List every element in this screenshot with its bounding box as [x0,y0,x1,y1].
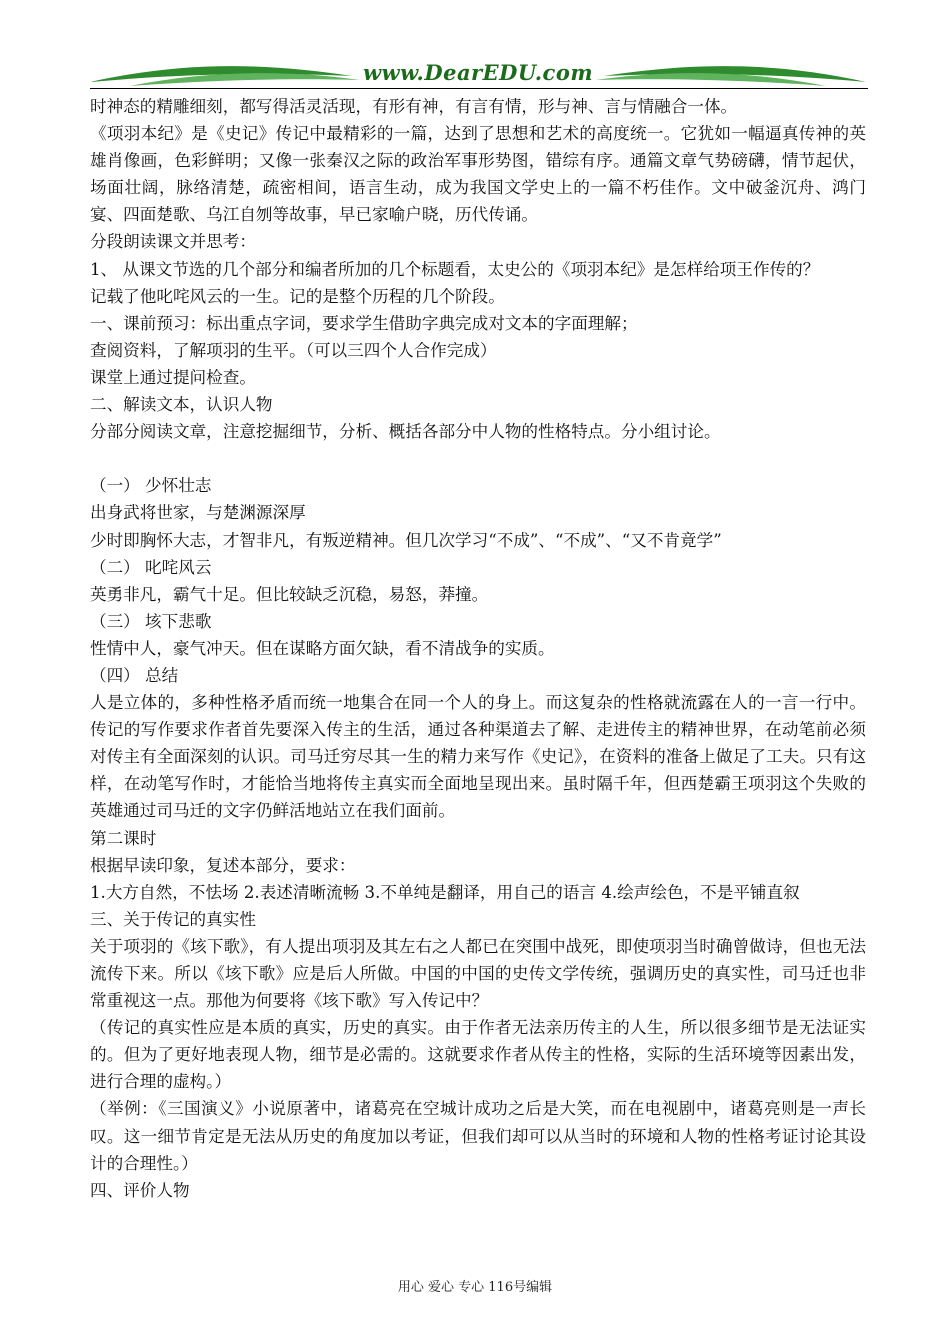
paragraph: 英勇非凡，霸气十足。但比较缺乏沉稳，易怒，莽撞。 [90,584,489,604]
paragraph: 时神态的精雕细刻，都写得活灵活现，有形有神，有言有情，形与神、言与情融合一体。 [90,97,738,116]
paragraph: 记载了他叱咤风云的一生。记的是整个历程的几个阶段。 [90,286,505,306]
page-footer: 用心 爱心 专心 116号编辑 [397,1280,553,1295]
paragraph: 查阅资料，了解项羽的生平。（可以三四个人合作完成） [90,340,497,360]
paragraph: 性情中人，豪气冲天。但在谋略方面欠缺，看不清战争的实质。 [90,638,555,658]
document-body [90,93,866,1204]
section-heading: 第二课时 [90,828,157,848]
paragraph: 1、 从课文节选的几个部分和编者所加的几个标题看，太史公的《项羽本纪》是怎样给项王作传的？ [90,259,820,279]
subsection-heading: （四） 总结 [90,665,179,685]
paragraph: 一、课前预习：标出重点字词，要求学生借助字典完成对文本的字面理解； [90,313,638,333]
paragraph: 关于项羽的《垓下歌》，有人提出项羽及其左右之人都已在突围中战死，即使项羽当时确曾做诗，但也无法流传下来。所以《垓下歌》应是后人所做。中国的中国的史传文学传统，强调历史的真实性，司马迁也非常重视这一点。那他为何要将《垓下歌》写入传记中？ [90,936,866,1011]
paragraph: 1.大方自然，不怯场 2.表述清晰流畅 3.不单纯是翻译，用自己的语言 4.绘声绘色，不是平铺直叙 [90,882,800,902]
site-name-logo: www.DearEDU.com [362,60,594,85]
paragraph: 分段朗读课文并思考： [90,232,256,252]
blank-line [90,445,866,472]
header-divider [90,88,868,89]
section-heading: 四、评价人物 [90,1180,190,1200]
section-heading: 二、解读文本，认识人物 [90,395,273,415]
section-heading: 三、关于传记的真实性 [90,909,256,929]
paragraph: 分部分阅读文章，注意挖掘细节，分析、概括各部分中人物的性格特点。分小组讨论。 [90,422,721,442]
subsection-heading: （二） 叱咤风云 [90,557,212,577]
paragraph: 《项羽本纪》是《史记》传记中最精彩的一篇，达到了思想和艺术的高度统一。它犹如一幅逼真传神的英雄肖像画，色彩鲜明；又像一张秦汉之际的政治军事形势图，错综有序。通篇文章气势磅礴，情节起伏，场面壮阔，脉络清楚，疏密相间，语言生动，成为我国文学史上的一篇不朽佳作。文中破釜沉舟、鸿门宴、四面楚歌、乌江自刎等故事，早已家喻户晓，历代传诵。 [90,124,866,225]
paragraph: 出身武将世家，与楚渊源深厚 [90,503,306,523]
paragraph: 课堂上通过提问检查。 [90,367,256,387]
subsection-heading: （一） 少怀壮志 [90,476,212,496]
paragraph: 根据早读印象，复述本部分，要求： [90,855,356,875]
paragraph: （举例：《三国演义》小说原著中，诸葛亮在空城计成功之后是大笑，而在电视剧中，诸葛亮则是一声长叹。这一细节肯定是无法从历史的角度加以考证，但我们却可以从当时的环境和人物的性格考证讨论其设计的合理性。） [90,1099,866,1173]
paragraph: 人是立体的，多种性格矛盾而统一地集合在同一个人的身上。而这复杂的性格就流露在人的一言一行中。传记的写作要求作者首先要深入传主的生活，通过各种渠道去了解、走进传主的精神世界，在动笔前必须对传主有全面深刻的认识。司马迁穷尽其一生的精力来写作《史记》，在资料的准备上做足了工夫。只有这样，在动笔写作时，才能恰当地将传主真实而全面地呈现出来。虽时隔千年，但西楚霸王项羽这个失败的英雄通过司马迁的文字仍鲜活地站立在我们面前。 [90,693,866,821]
subsection-heading: （三） 垓下悲歌 [90,611,212,631]
paragraph: 少时即胸怀大志，才智非凡，有叛逆精神。但几次学习“不成”、“不成”、“又不肯竟学” [90,530,722,550]
paragraph: （传记的真实性应是本质的真实，历史的真实。由于作者无法亲历传主的人生，所以很多细节是无法证实的。但为了更好地表现人物，细节是必需的。这就要求作者从传主的性格，实际的生活环境等因素出发，进行合理的虚构。） [90,1018,866,1092]
page-header [90,56,866,92]
